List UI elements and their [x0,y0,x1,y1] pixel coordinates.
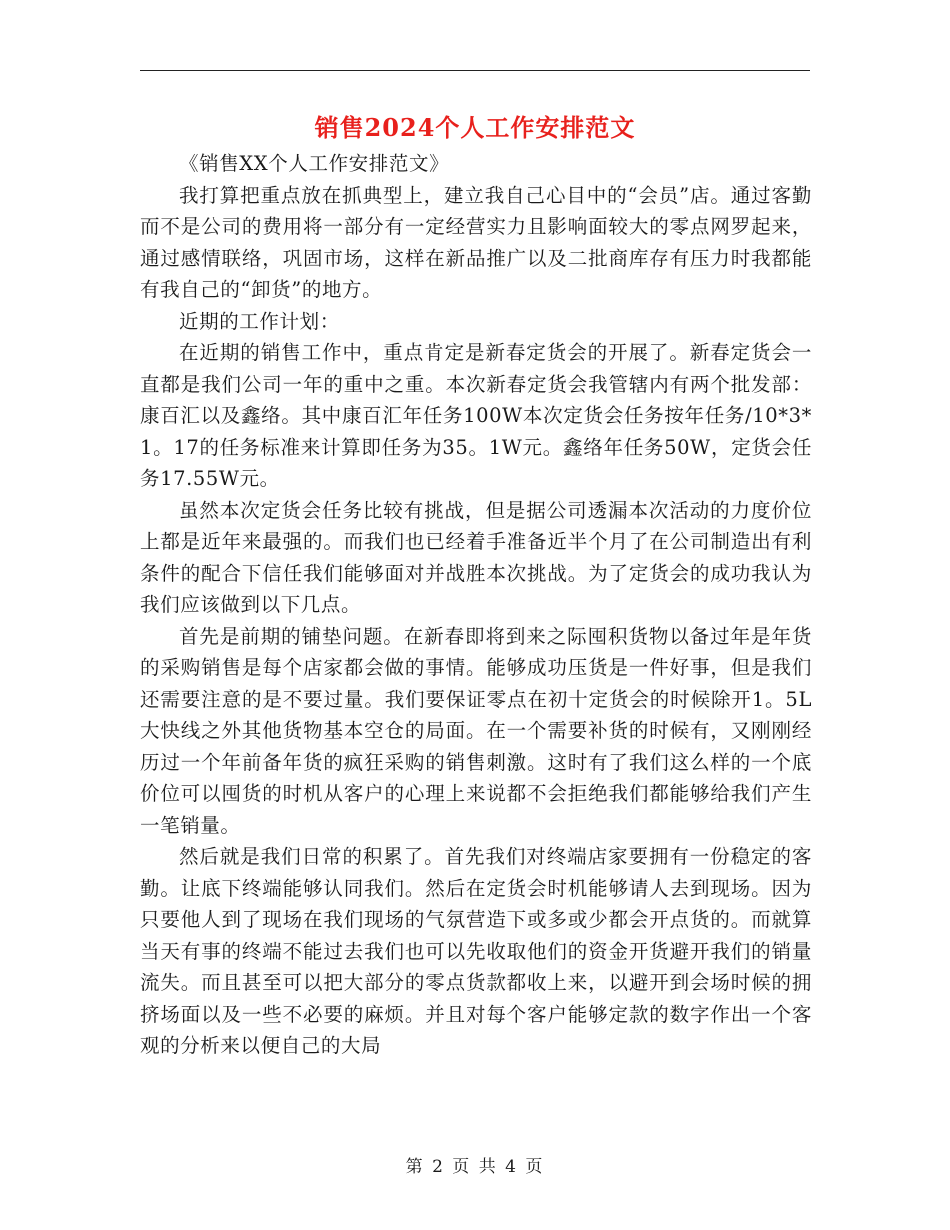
paragraph: 在近期的销售工作中，重点肯定是新春定货会的开展了。新春定货会一直都是我们公司一年的重中之重。本次新春定货会我管辖内有两个批发部：康百汇以及鑫络。其中康百汇年任务100W本次定货会任务按年任务/10*3*1。17的任务标准来计算即任务为35。1W元。鑫络年任务50W，定货会任务17.55W元。 [140,341,812,490]
document-body [140,148,812,1062]
paragraph-subtitle: 《销售XX个人工作安排范文》 [179,152,450,175]
document-title: 销售2024个人工作安排范文 [314,113,636,142]
paragraph-heading: 近期的工作计划： [179,309,340,333]
paragraph: 我打算把重点放在抓典型上，建立我自己心目中的“会员”店。通过客勤而不是公司的费用将一部分有一定经营实力且影响面较大的零点网罗起来，通过感情联络，巩固市场，这样在新品推广以及二批商库存有压力时我都能有我自己的“卸货”的地方。 [140,183,812,301]
paragraph: 虽然本次定货会任务比较有挑战，但是据公司透漏本次活动的力度价位上都是近年来最强的。而我们也已经着手准备近半个月了在公司制造出有利条件的配合下信任我们能够面对并战胜本次挑战。为了定货会的成功我认为我们应该做到以下几点。 [140,498,812,616]
paragraph: 然后就是我们日常的积累了。首先我们对终端店家要拥有一份稳定的客勤。让底下终端能够认同我们。然后在定货会时机能够请人去到现场。因为只要他人到了现场在我们现场的气氛营造下或多或少都会开点货的。而就算当天有事的终端不能过去我们也可以先收取他们的资金开货避开我们的销量流失。而且甚至可以把大部分的零点货款都收上来，以避开到会场时候的拥挤场面以及一些不必要的麻烦。并且对每个客户能够定款的数字作出一个客观的分析来以便自己的大局 [140,845,812,1057]
page-number-footer: 第 2 页 共 4 页 [405,1157,545,1177]
header-rule [140,70,810,71]
paragraph: 首先是前期的铺垫问题。在新春即将到来之际囤积货物以备过年是年货的采购销售是每个店家都会做的事情。能够成功压货是一件好事，但是我们还需要注意的是不要过量。我们要保证零点在初十定货会的时候除开1。5L大快线之外其他货物基本空仓的局面。在一个需要补货的时候有，又刚刚经历过一个年前备年货的疯狂采购的销售刺激。这时有了我们这么样的一个底价位可以囤货的时机从客户的心理上来说都不会拒绝我们都能够给我们产生一笔销量。 [140,624,812,837]
